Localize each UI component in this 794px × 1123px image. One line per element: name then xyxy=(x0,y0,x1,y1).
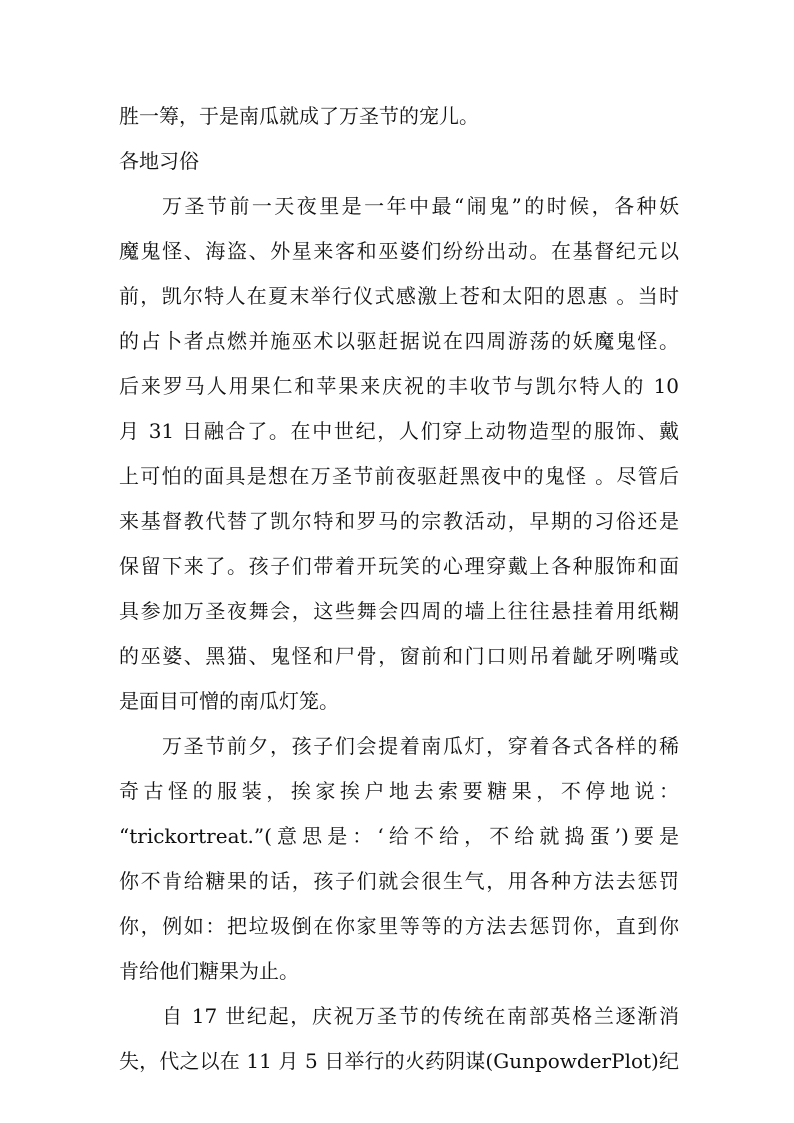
text-line: 的巫婆、黑猫、鬼怪和尸骨，窗前和门口则吊着龇牙咧嘴或 xyxy=(119,644,679,668)
text-line: 具参加万圣夜舞会，这些舞会四周的墙上往往悬挂着用纸糊 xyxy=(119,599,679,623)
text-line: 魔鬼怪、海盗、外星来客和巫婆们纷纷出动。在基督纪元以 xyxy=(119,239,679,263)
text-line: 上可怕的面具是想在万圣节前夜驱赶黑夜中的鬼怪 。尽管后 xyxy=(119,464,679,488)
text-line: 保留下来了。孩子们带着开玩笑的心理穿戴上各种服饰和面 xyxy=(119,554,679,578)
section-heading: 各地习俗 xyxy=(119,149,199,173)
text-line: “trickortreat.”(意思是：‘给不给，不给就捣蛋’)要是 xyxy=(119,824,679,848)
text-line: 后来罗马人用果仁和苹果来庆祝的丰收节与凯尔特人的 10 xyxy=(119,374,679,398)
text-line: 前，凯尔特人在夏末举行仪式感激上苍和太阳的恩惠 。当时 xyxy=(119,284,679,308)
text-line: 你，例如：把垃圾倒在你家里等等的方法去惩罚你，直到你 xyxy=(119,914,679,938)
text-line: 是面目可憎的南瓜灯笼。 xyxy=(119,689,339,713)
text-line: 来基督教代替了凯尔特和罗马的宗教活动，早期的习俗还是 xyxy=(119,509,679,533)
text-line: 你不肯给糖果的话，孩子们就会很生气，用各种方法去惩罚 xyxy=(119,869,679,893)
text-line: 胜一筹，于是南瓜就成了万圣节的宠儿。 xyxy=(119,104,479,128)
text-line: 的占卜者点燃并施巫术以驱赶据说在四周游荡的妖魔鬼怪。 xyxy=(119,329,679,353)
document-body xyxy=(119,94,679,1084)
text-line: 月 31 日融合了。在中世纪，人们穿上动物造型的服饰、戴 xyxy=(119,419,679,443)
text-line: 奇古怪的服装，挨家挨户地去索要糖果，不停地说： xyxy=(119,779,679,803)
text-line: 万圣节前夕，孩子们会提着南瓜灯，穿着各式各样的稀 xyxy=(162,734,679,758)
text-line: 自 17 世纪起，庆祝万圣节的传统在南部英格兰逐渐消 xyxy=(162,1004,679,1028)
text-line: 肯给他们糖果为止。 xyxy=(119,959,299,983)
text-line: 万圣节前一天夜里是一年中最“闹鬼”的时候，各种妖 xyxy=(162,194,679,218)
text-line: 失，代之以在 11 月 5 日举行的火药阴谋(GunpowderPlot)纪 xyxy=(119,1049,679,1073)
